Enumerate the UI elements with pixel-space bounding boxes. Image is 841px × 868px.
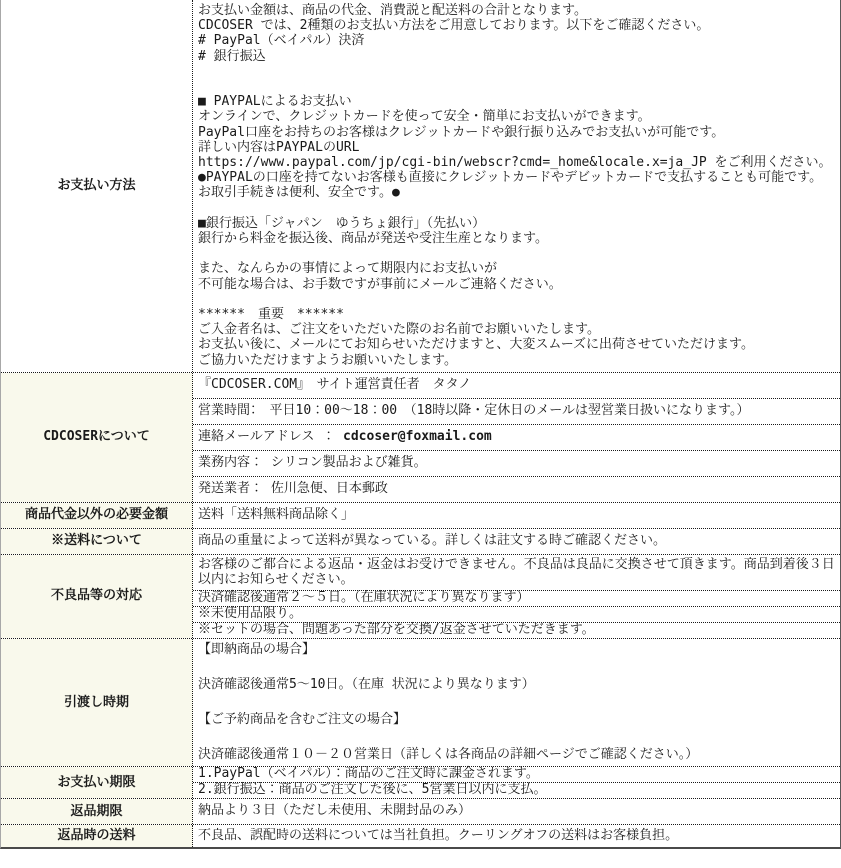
delivery-time-text: 【即納商品の場合】 決済確認後通常5～10日。（在庫 状況により異なります） 【ご予約商品を含むご注文の場合】 決済確認後通常１０－２０営業日（詳しくは各商品の詳細ページでご確認ください。） (198, 641, 699, 762)
delivery-time-content (193, 639, 840, 767)
extra-fees-header: 商品代金以外の必要金額 (1, 503, 193, 528)
business-hours: 営業時間： 平日10：00～18：00 （18時以降・定休日のメールは翌営業日扱いになります。） (193, 399, 840, 425)
row-payment-method (1, 0, 840, 373)
shipping-carrier: 発送業者： 佐川急便、日本郵政 (198, 480, 388, 496)
row-return-deadline (1, 799, 840, 825)
payment-method-header: お支払い方法 (1, 0, 193, 372)
row-payment-deadline (1, 767, 840, 799)
payment-method-text: お支払い金額は、商品の代金、消費説と配送料の合計となります。 CDCOSER では、2種類のお支払い方法をご用意しております。以下をご確認ください。 # PayPal（ベイパル）決済 # 銀行振込 ■ PAYPALによるお支払い オンラインで、クレジットカードを使って安全・簡単にお支払いができます。 PayPal口座をお持ちのお客様はクレジットカードや銀行振り込みでお支払いが可能です。 詳しい内容はPAYPALのURL https://www.paypal.com/jp/cgi-bin/webscr?cmd=_home&locale.x=ja_JP をご利用ください。 ●PAYPALの口座を持てないお客様も直接にクレジットカードやデビットカードで支払することも可能です。 お取引手続きは便利、安全です。● ■銀行振込「ジャパン ゆうちょ銀行」（先払い） 銀行から料金を振込後、商品が発送や受注生産となります。 また、なんらかの事情によって期限内にお支払いが 不可能な場合は、お手数ですが事前にメールご連絡ください。 ****** 重要 ****** ご入金者名は、ご注文をいただいた際のお名前でお願いいたします。 お支払い後に、メールにてお知らせいただけますと、大変スムーズに出荷させていただけます。 ご協力いただけますようお願いいたします。 (198, 3, 832, 368)
shipping-fee-header: ※送料について (1, 529, 193, 554)
site-operator: 『CDCOSER.COM』 サイト運営責任者 タタノ (193, 373, 840, 399)
about-cdcoser-content (193, 373, 840, 502)
set-policy-text: ※セットの場合、問題あった部分を交換/返金させていただきます。 (198, 621, 595, 637)
contact-email: cdcoser@foxmail.com (343, 428, 492, 444)
return-deadline-text: 納品より３日（ただし未使用、未開封品のみ） (198, 803, 472, 819)
defective-items-header: 不良品等の対応 (1, 555, 193, 638)
extra-fees-content (193, 503, 840, 528)
shipping-fee-content (193, 529, 840, 554)
return-deadline-header: 返品期限 (1, 799, 193, 824)
exchange-period-text: 決済確認後通常２～５日。（在庫状況により異なります） (193, 591, 840, 607)
delivery-time-header: 引渡し時期 (1, 639, 193, 767)
row-shipping-fee (1, 529, 840, 555)
return-policy-text: お客様のご都合による返品・返金はお受けできません。不良品は良品に交換させて頂きます。商品到着後３日以内にお知らせください。 (193, 555, 840, 591)
bank-deadline-text: 2.銀行振込：商品のご注文した後に、5営業日以内に支払。 (198, 782, 547, 798)
extra-fees-text: 送料「送料無料商品除く」 (198, 506, 355, 522)
paypal-deadline-text: 1.PayPal（ベイパル）：商品のご注文時に課金されます。 (193, 767, 840, 783)
row-about-cdcoser (1, 373, 840, 503)
contact-email-row (193, 425, 840, 451)
return-shipping-content (193, 825, 840, 847)
about-cdcoser-header: CDCOSERについて (1, 373, 193, 502)
contact-email-label: 連絡メールアドレス ： (198, 428, 344, 444)
business-content: 業務内容： シリコン製品および雑貨。 (193, 451, 840, 477)
return-shipping-header: 返品時の送料 (1, 825, 193, 847)
defective-items-content (193, 555, 840, 638)
row-extra-fees (1, 503, 840, 529)
return-shipping-text: 不良品、誤配時の送料については当社負担。クーリングオフの送料はお客様負担。 (198, 828, 679, 844)
return-deadline-content (193, 799, 840, 824)
payment-deadline-header: お支払い期限 (1, 767, 193, 798)
unused-only-text: ※未使用品限り。 (193, 607, 840, 623)
shipping-fee-text: 商品の重量によって送料が異なっている。詳しくは註文する時ご確認ください。 (198, 532, 667, 548)
row-defective-items (1, 555, 840, 639)
payment-deadline-content (193, 767, 840, 798)
row-return-shipping (1, 825, 840, 847)
payment-method-content (193, 0, 840, 372)
row-delivery-time (1, 639, 840, 768)
